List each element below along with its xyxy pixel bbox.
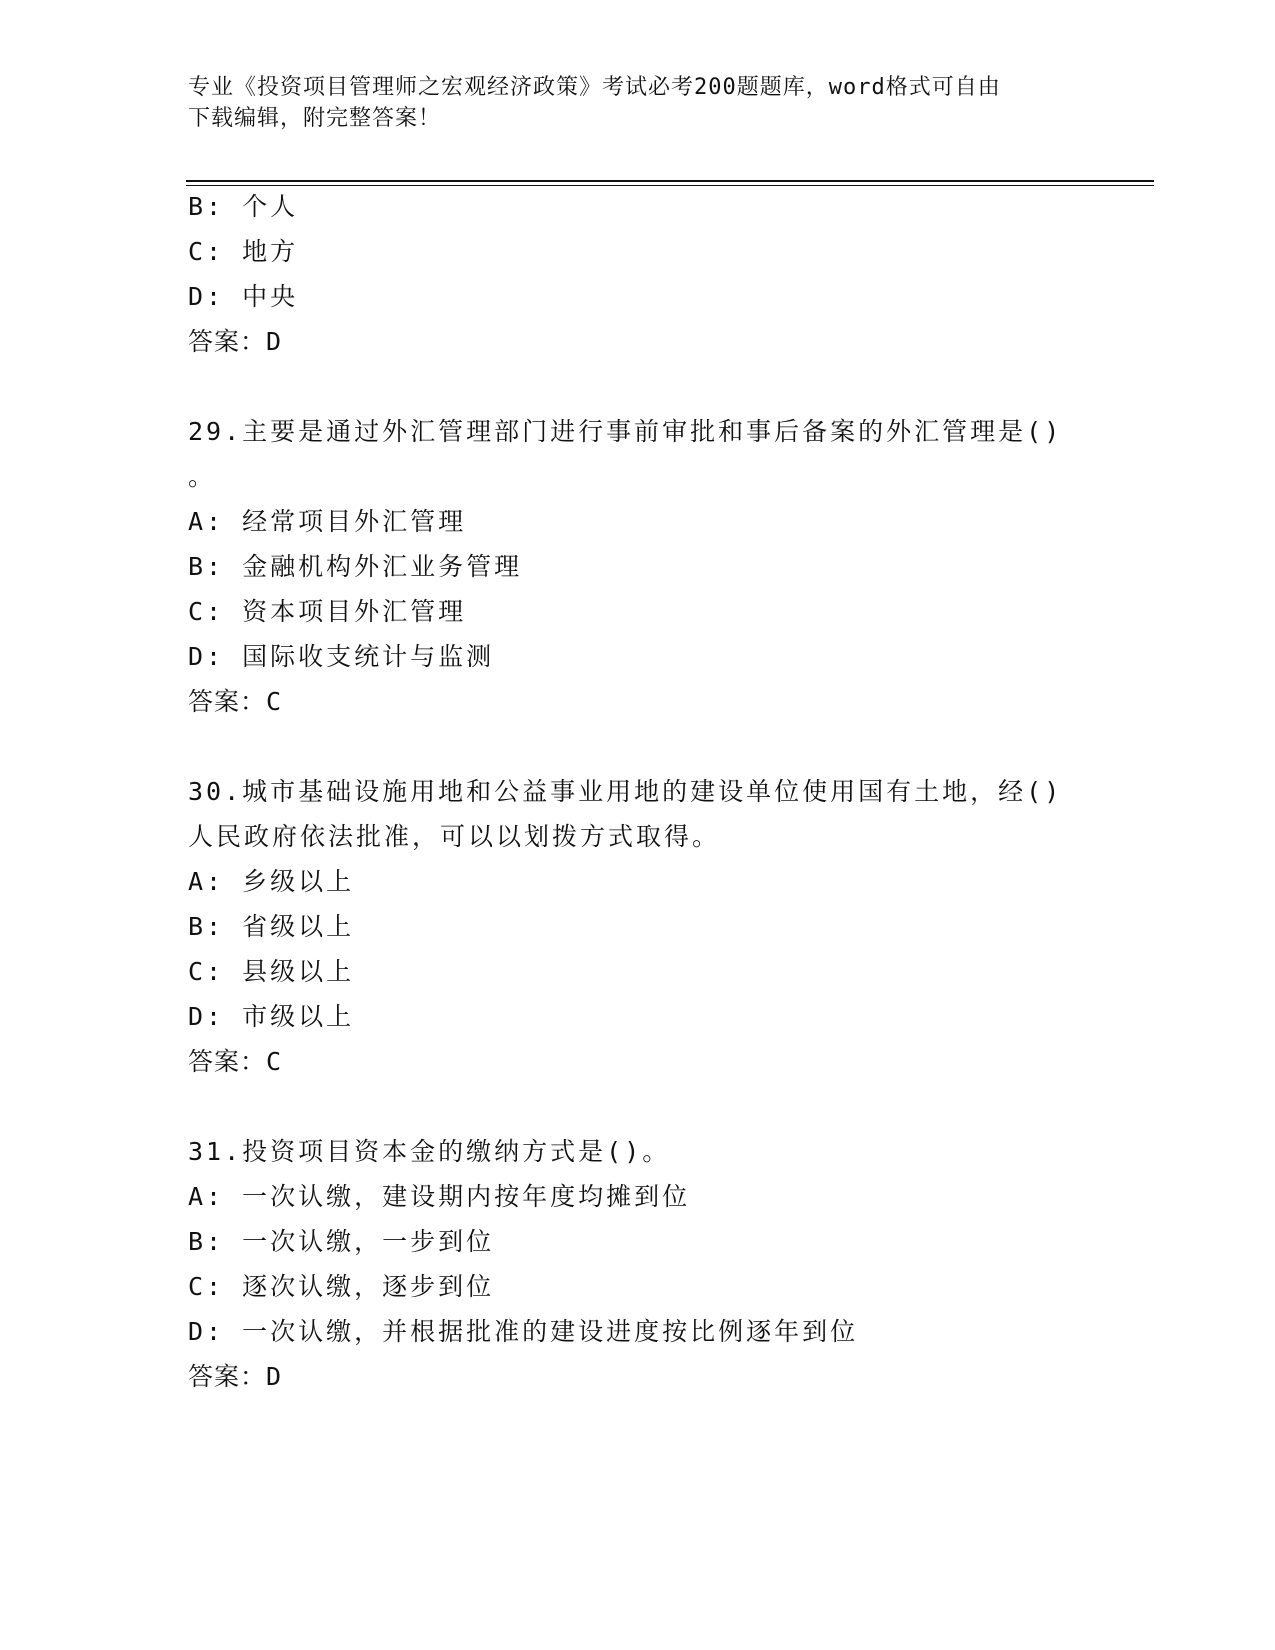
q30-option-b: B: 省级以上 (188, 912, 355, 941)
q28-option-c: C: 地方 (188, 237, 299, 266)
q31-answer-label: 答案： (188, 1362, 267, 1391)
q29-option-d: D: 国际收支统计与监测 (188, 642, 495, 671)
header-line-1: 专业《投资项目管理师之宏观经济政策》考试必考200题题库，word格式可自由 (188, 75, 1001, 100)
q30-option-c: C: 县级以上 (188, 957, 355, 986)
q29-stem-line-2: 。 (188, 462, 217, 491)
q29-answer (188, 687, 282, 717)
q31-option-c: C: 逐次认缴，逐步到位 (188, 1272, 495, 1301)
q30-option-d: D: 市级以上 (188, 1002, 355, 1031)
q29-stem-line-1: 29.主要是通过外汇管理部门进行事前审批和事后备案的外汇管理是() (188, 417, 1063, 446)
q31-answer-value: D (266, 1362, 283, 1391)
q30-option-a: A: 乡级以上 (188, 867, 355, 896)
q30-answer-value: C (266, 1047, 283, 1076)
q29-option-c: C: 资本项目外汇管理 (188, 597, 467, 626)
q31-stem-line-1: 31.投资项目资本金的缴纳方式是()。 (188, 1137, 671, 1166)
q31-answer (188, 1362, 282, 1392)
header-divider-thick (186, 180, 1154, 182)
q29-option-a: A: 经常项目外汇管理 (188, 507, 467, 536)
q29-option-b: B: 金融机构外汇业务管理 (188, 552, 523, 581)
header-line-2: 下载编辑，附完整答案！ (188, 106, 442, 131)
header-divider-thin (186, 185, 1154, 186)
q31-option-b: B: 一次认缴，一步到位 (188, 1227, 495, 1256)
q29-answer-label: 答案： (188, 687, 267, 716)
q31-option-a: A: 一次认缴，建设期内按年度均摊到位 (188, 1182, 691, 1211)
q30-answer (188, 1047, 282, 1077)
document-header (188, 72, 1088, 134)
q30-answer-label: 答案： (188, 1047, 267, 1076)
q28-answer-label: 答案： (188, 327, 267, 356)
q31-option-d: D: 一次认缴，并根据批准的建设进度按比例逐年到位 (188, 1317, 859, 1346)
q28-option-b: B: 个人 (188, 192, 299, 221)
q28-option-d: D: 中央 (188, 282, 299, 311)
q28-answer-value: D (266, 327, 283, 356)
q28-answer (188, 327, 282, 357)
q29-answer-value: C (266, 687, 283, 716)
q30-stem-line-1: 30.城市基础设施用地和公益事业用地的建设单位使用国有土地，经() (188, 777, 1063, 806)
q30-stem-line-2: 人民政府依法批准，可以以划拨方式取得。 (188, 822, 721, 851)
